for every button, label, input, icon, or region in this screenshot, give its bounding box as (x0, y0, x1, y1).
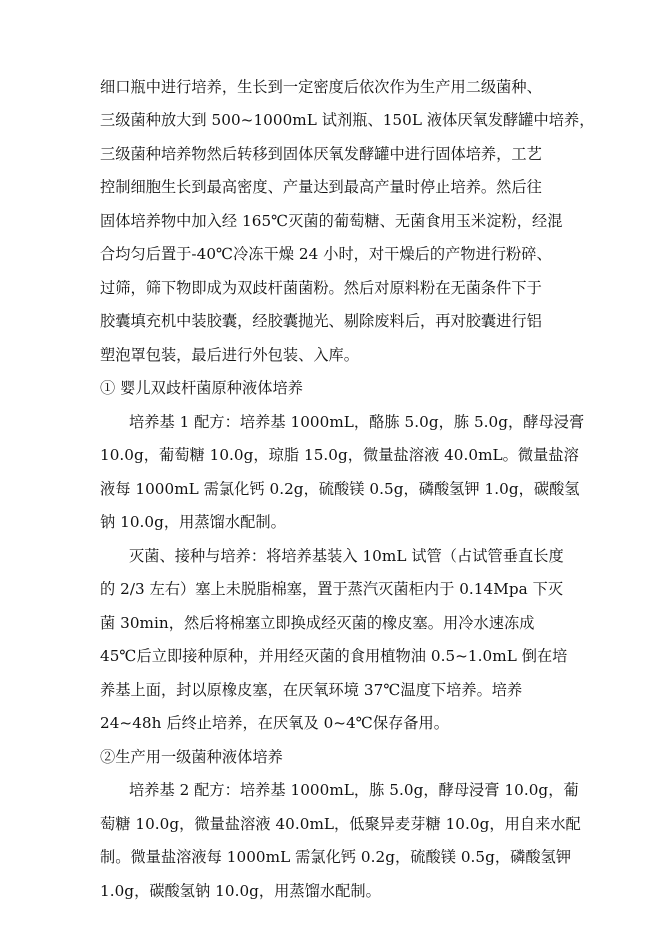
text-line-3: 三级菌种培养物然后转移到固体厌氧发酵罐中进行固体培养，工艺 (100, 145, 542, 163)
text-line-9: 塑泡罩包装，最后进行外包装、入库。 (100, 346, 360, 364)
section-heading-2: ②生产用一级菌种液体培养 (100, 748, 283, 766)
text-line-6: 合均匀后置于-40℃冷冻干燥 24 小时，对干燥后的产物进行粉碎、 (100, 245, 552, 263)
text-line-4: 控制细胞生长到最高密度、产量达到最高产量时停止培养。然后往 (100, 178, 542, 196)
text-line-22: 培养基 2 配方：培养基 1000mL，胨 5.0g，酵母浸膏 10.0g，葡 (129, 781, 579, 799)
text-line-15: 灭菌、接种与培养：将培养基装入 10mL 试管（占试管垂直长度 (129, 547, 564, 565)
text-line-18: 45℃后立即接种原种，并用经灭菌的食用植物油 0.5~1.0mL 倒在培 (100, 647, 568, 665)
section-heading-1: ① 婴儿双歧杆菌原种液体培养 (100, 379, 303, 397)
text-line-13: 液每 1000mL 需氯化钙 0.2g，硫酸镁 0.5g，磷酸氢钾 1.0g，碳酸氢 (100, 480, 580, 498)
text-line-25: 1.0g，碳酸氢钠 10.0g，用蒸馏水配制。 (100, 882, 381, 900)
text-line-11: 培养基 1 配方：培养基 1000mL，酪胨 5.0g，胨 5.0g，酵母浸膏 (129, 413, 585, 431)
text-line-17: 菌 30min，然后将棉塞立即换成经灭菌的橡皮塞。用冷水速冻成 (100, 614, 535, 632)
text-line-16: 的 2/3 左右）塞上未脱脂棉塞，置于蒸汽灭菌柜内于 0.14Mpa 下灭 (100, 580, 564, 598)
text-line-7: 过筛，筛下物即成为双歧杆菌菌粉。然后对原料粉在无菌条件下于 (100, 279, 542, 297)
text-line-19: 养基上面，封以原橡皮塞，在厌氧环境 37℃温度下培养。培养 (100, 681, 523, 699)
text-line-8: 胶囊填充机中装胶囊，经胶囊抛光、剔除废料后，再对胶囊进行铝 (100, 312, 542, 330)
text-line-1: 细口瓶中进行培养，生长到一定密度后依次作为生产用二级菌种、 (100, 78, 542, 96)
text-line-2: 三级菌种放大到 500~1000mL 试剂瓶、150L 液体厌氧发酵罐中培养， (100, 111, 595, 129)
text-line-14: 钠 10.0g，用蒸馏水配制。 (100, 513, 286, 531)
text-line-23: 萄糖 10.0g，微量盐溶液 40.0mL，低聚异麦芽糖 10.0g，用自来水配 (100, 815, 581, 833)
text-line-24: 制。微量盐溶液每 1000mL 需氯化钙 0.2g，硫酸镁 0.5g，磷酸氢钾 (100, 848, 572, 866)
text-line-12: 10.0g，葡萄糖 10.0g，琼脂 15.0g，微量盐溶液 40.0mL。微量盐溶 (100, 446, 579, 464)
text-line-20: 24~48h 后终止培养，在厌氧及 0~4℃保存备用。 (100, 714, 450, 732)
text-line-5: 固体培养物中加入经 165℃灭菌的葡萄糖、无菌食用玉米淀粉，经混 (100, 212, 563, 230)
